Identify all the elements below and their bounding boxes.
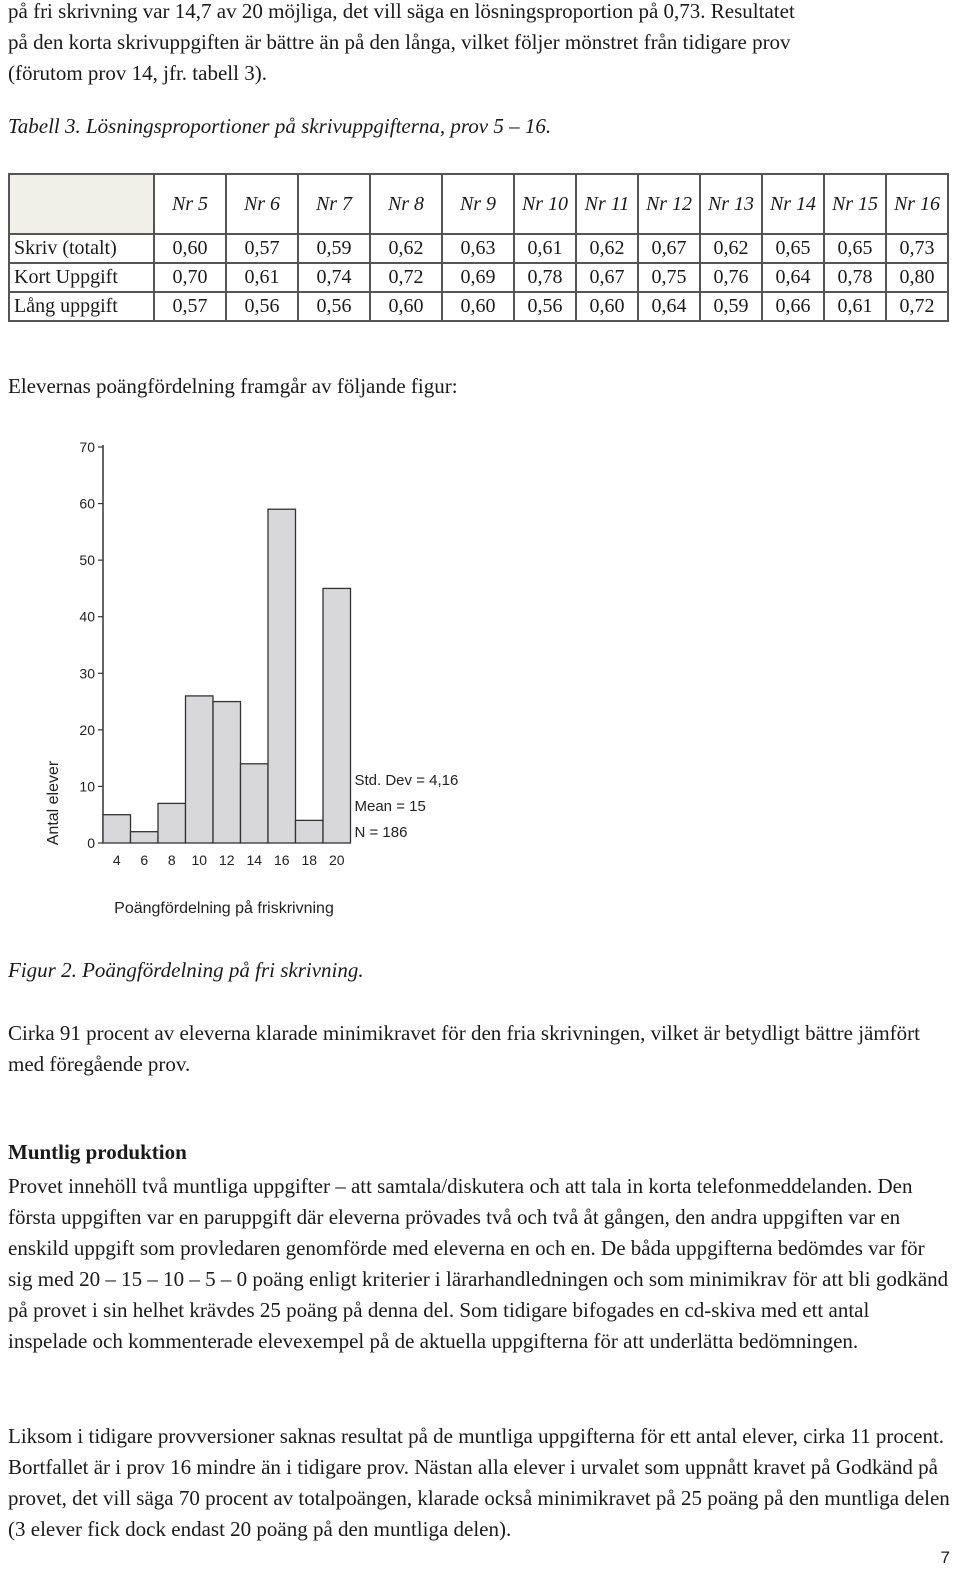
table-cell: 0,69 bbox=[442, 263, 514, 292]
table-header-cell: Nr 13 bbox=[700, 174, 762, 234]
x-tick-label: 18 bbox=[301, 852, 318, 868]
table-cell: 0,60 bbox=[576, 292, 638, 321]
intro-line: (förutom prov 14, jfr. tabell 3). bbox=[8, 61, 267, 85]
table-cell: 0,75 bbox=[638, 263, 700, 292]
table-cell: 0,66 bbox=[762, 292, 824, 321]
table-cell: 0,65 bbox=[824, 234, 886, 263]
table-cell: 0,61 bbox=[824, 292, 886, 321]
intro-paragraph bbox=[8, 0, 953, 89]
table-cell: 0,62 bbox=[370, 234, 442, 263]
table-cell: 0,73 bbox=[886, 234, 948, 263]
table-cell: 0,65 bbox=[762, 234, 824, 263]
table-cell: 0,72 bbox=[370, 263, 442, 292]
histogram-bar bbox=[158, 803, 186, 843]
histogram-bar bbox=[268, 509, 296, 843]
table-cell: 0,70 bbox=[154, 263, 226, 292]
histogram-bar bbox=[213, 702, 241, 843]
table-header-cell: Nr 10 bbox=[514, 174, 576, 234]
x-axis-label: Poängfördelning på friskrivning bbox=[114, 900, 334, 917]
x-tick-label: 14 bbox=[246, 852, 263, 868]
figure-intro: Elevernas poängfördelning framgår av följande figur: bbox=[8, 374, 458, 398]
table-cell: 0,78 bbox=[514, 263, 576, 292]
table-cell: 0,62 bbox=[576, 234, 638, 263]
table-header-cell: Nr 6 bbox=[226, 174, 298, 234]
table-cell: 0,64 bbox=[762, 263, 824, 292]
y-tick-label: 60 bbox=[79, 495, 95, 512]
x-tick-label: 8 bbox=[167, 852, 176, 868]
section-heading: Muntlig produktion bbox=[8, 1140, 187, 1164]
results-table bbox=[8, 173, 949, 322]
intro-line: på fri skrivning var 14,7 av 20 möjliga, det vill säga en lösningsproportion på 0,73. Resultatet bbox=[8, 0, 795, 23]
y-tick-label: 20 bbox=[79, 721, 95, 738]
y-axis-label: Antal elever bbox=[45, 760, 62, 846]
table-header-cell: Nr 7 bbox=[298, 174, 370, 234]
stats-label: Mean = 15 bbox=[354, 798, 426, 815]
x-tick-label: 20 bbox=[328, 852, 345, 868]
table-cell: 0,59 bbox=[700, 292, 762, 321]
histogram-bar bbox=[323, 588, 351, 843]
x-tick-label: 12 bbox=[218, 852, 235, 868]
table-cell: 0,57 bbox=[226, 234, 298, 263]
table-cell: 0,60 bbox=[442, 292, 514, 321]
row-label: Kort Uppgift bbox=[9, 263, 154, 292]
x-tick-label: 4 bbox=[112, 852, 121, 868]
table-cell: 0,56 bbox=[298, 292, 370, 321]
paragraph-results: Cirka 91 procent av eleverna klarade minimikravet för den fria skrivningen, vilket är betydligt bättre jämfört med föregående prov. bbox=[8, 1021, 921, 1076]
histogram-bar bbox=[131, 832, 159, 843]
histogram-bar bbox=[241, 764, 269, 843]
x-tick-label: 6 bbox=[140, 852, 149, 868]
table-cell: 0,61 bbox=[514, 234, 576, 263]
figure-caption: Figur 2. Poängfördelning på fri skrivning. bbox=[8, 958, 364, 982]
table-header-row bbox=[9, 174, 948, 234]
table-cell: 0,56 bbox=[226, 292, 298, 321]
stats-label: Std. Dev = 4,16 bbox=[354, 772, 459, 789]
table-row bbox=[9, 263, 948, 292]
table-header-cell: Nr 14 bbox=[762, 174, 824, 234]
table-cell: 0,60 bbox=[370, 292, 442, 321]
table-header-cell: Nr 12 bbox=[638, 174, 700, 234]
y-tick-label: 50 bbox=[79, 552, 95, 569]
table-header-cell: Nr 5 bbox=[154, 174, 226, 234]
y-tick-label: 30 bbox=[79, 665, 95, 682]
table-cell: 0,74 bbox=[298, 263, 370, 292]
y-tick-label: 10 bbox=[79, 778, 95, 795]
table-cell: 0,78 bbox=[824, 263, 886, 292]
table-row bbox=[9, 234, 948, 263]
table-header-cell: Nr 8 bbox=[370, 174, 442, 234]
table-corner-cell bbox=[9, 174, 154, 234]
table-cell: 0,59 bbox=[298, 234, 370, 263]
page-number: 7 bbox=[940, 1548, 950, 1567]
table-cell: 0,63 bbox=[442, 234, 514, 263]
histogram-bar bbox=[103, 815, 131, 843]
y-tick-label: 70 bbox=[79, 439, 95, 455]
table-row bbox=[9, 292, 948, 321]
table-caption: Tabell 3. Lösningsproportioner på skrivuppgifterna, prov 5 – 16. bbox=[8, 114, 552, 138]
table-header-cell: Nr 9 bbox=[442, 174, 514, 234]
table-cell: 0,61 bbox=[226, 263, 298, 292]
row-label: Lång uppgift bbox=[9, 292, 154, 321]
table-cell: 0,67 bbox=[576, 263, 638, 292]
histogram-chart bbox=[0, 425, 500, 935]
table-cell: 0,56 bbox=[514, 292, 576, 321]
table-cell: 0,57 bbox=[154, 292, 226, 321]
table-header-cell: Nr 15 bbox=[824, 174, 886, 234]
table-cell: 0,80 bbox=[886, 263, 948, 292]
table-cell: 0,64 bbox=[638, 292, 700, 321]
y-tick-label: 40 bbox=[79, 608, 95, 625]
table-cell: 0,67 bbox=[638, 234, 700, 263]
paragraph-last: Liksom i tidigare provversioner saknas resultat på de muntliga uppgifterna för ett antal elever, cirka 11 procent. Bortfallet är i prov 16 mindre än i tidigare prov. Nästan alla elever i urvalet som uppnått kravet på Godkänd på provet, det vill säga 70 procent av totalpoängen, klarade också minimikravet på 25 poäng på den muntliga delen (3 elever fick dock endast 20 poäng på den muntliga delen). bbox=[8, 1424, 950, 1541]
table-cell: 0,62 bbox=[700, 234, 762, 263]
intro-line: på den korta skrivuppgiften är bättre än på den långa, vilket följer mönstret från tidigare prov bbox=[8, 30, 791, 54]
table-cell: 0,72 bbox=[886, 292, 948, 321]
histogram-bar bbox=[186, 696, 214, 843]
stats-label: N = 186 bbox=[354, 824, 408, 841]
paragraph-muntlig: Provet innehöll två muntliga uppgifter – att samtala/diskutera och att tala in korta telefonmeddelanden. Den första uppgiften var en paruppgift där eleverna prövades två och två åt gången, den andra uppgiften var en enskild uppgift som provledaren genomförde med eleverna en och en. De båda uppgifterna bedömdes var för sig med 20 – 15 – 10 – 5 – 0 poäng enligt kriterier i lärarhandledningen och som minimikrav för att bli godkänd på provet i sin helhet krävdes 25 poäng på denna del. Som tidigare bifogades en cd-skiva med ett antal inspelade och kommenterade elevexempel på de aktuella uppgifterna för att underlätta bedömningen. bbox=[8, 1174, 949, 1353]
row-label: Skriv (totalt) bbox=[9, 234, 154, 263]
x-tick-label: 10 bbox=[191, 852, 208, 868]
table-cell: 0,76 bbox=[700, 263, 762, 292]
table-cell: 0,60 bbox=[154, 234, 226, 263]
table-header-cell: Nr 11 bbox=[576, 174, 638, 234]
histogram-bar bbox=[296, 820, 324, 843]
y-tick-label: 0 bbox=[87, 835, 95, 851]
table-header-cell: Nr 16 bbox=[886, 174, 948, 234]
x-tick-label: 16 bbox=[273, 852, 290, 868]
